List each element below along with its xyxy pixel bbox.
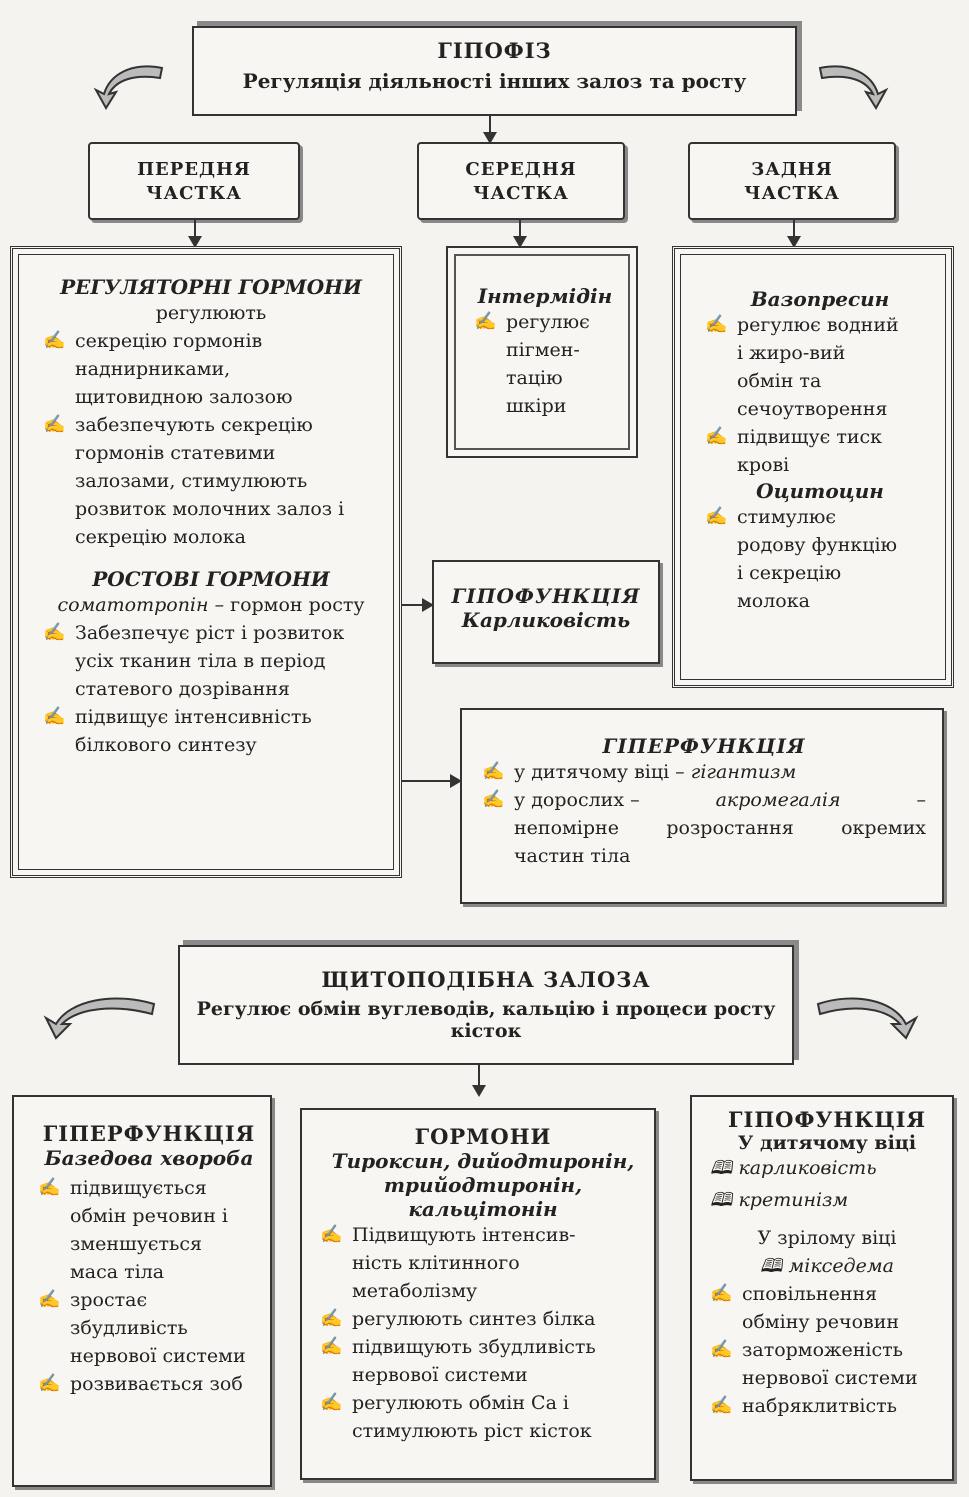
pen-icon: ✍ xyxy=(43,622,66,643)
thyroid-hyper-sub: Базедова хвороба xyxy=(44,1146,254,1170)
curved-arrow-icon xyxy=(810,992,920,1042)
hormones-sub-1: Тироксин, дийодтиронін, xyxy=(331,1149,635,1173)
hypofunction-text: Карликовість xyxy=(461,608,631,632)
pen-icon: ✍ xyxy=(43,414,66,435)
curved-arrow-icon xyxy=(810,60,890,110)
anterior-label-2: ЧАСТКА xyxy=(146,183,242,204)
list-item: ✍ секрецію гормонів наднирниками, щитовидною залозою xyxy=(43,327,379,411)
pen-icon: ✍ xyxy=(38,1177,61,1198)
thyroid-hyper-list xyxy=(38,1174,260,1398)
posterior-label-1: ЗАДНЯ xyxy=(751,159,833,180)
pen-icon: ✍ xyxy=(482,789,505,810)
thyroid-hypofunction-box xyxy=(690,1095,954,1481)
posterior-lobe-box xyxy=(688,142,896,220)
curved-arrow-icon xyxy=(42,992,162,1042)
child-item: 🕮 кретинізм xyxy=(710,1189,849,1211)
pen-icon: ✍ xyxy=(320,1392,343,1413)
pen-icon: ✍ xyxy=(43,706,66,727)
oxytocin-heading: Оцитоцин xyxy=(756,479,884,503)
pen-icon: ✍ xyxy=(705,506,728,527)
book-icon: 🕮 xyxy=(710,1157,733,1179)
adult-item: 🕮 мікседема xyxy=(760,1255,894,1277)
thyroid-hypo-adult: У зрілому віці xyxy=(757,1227,897,1249)
list-item: ✍ у дитячому віці – гігантизм xyxy=(482,758,926,786)
anterior-lobe-box xyxy=(88,142,300,220)
arrow-down xyxy=(793,220,795,246)
vasopressin-heading: Вазопресин xyxy=(750,287,890,311)
growth-list xyxy=(43,619,379,759)
vasopressin-list xyxy=(705,311,935,479)
list-item: ✍ регулюють синтез білка xyxy=(320,1305,646,1333)
list-item: ✍ розвивається зоб xyxy=(38,1370,260,1398)
regulatory-heading: РЕГУЛЯТОРНІ ГОРМОНИ xyxy=(60,275,362,299)
child-item: 🕮 карликовість xyxy=(710,1157,877,1179)
growth-heading: РОСТОВІ ГОРМОНИ xyxy=(92,567,330,591)
arrow-right xyxy=(402,780,460,782)
anterior-label-1: ПЕРЕДНЯ xyxy=(137,159,251,180)
regulatory-sub: регулюють xyxy=(155,302,267,324)
curved-arrow-icon xyxy=(92,60,172,110)
thyroid-title-box xyxy=(178,945,794,1065)
list-item: ✍ регулює пігмен- тацію шкіри xyxy=(474,308,616,420)
thyroid-subtitle-2: кісток xyxy=(450,1020,522,1042)
pen-icon: ✍ xyxy=(38,1289,61,1310)
list-item: ✍ Забезпечує ріст і розвиток усіх тканин тіла в період статевого дозрівання xyxy=(43,619,379,703)
posterior-hormones-box xyxy=(672,246,954,688)
pituitary-subtitle: Регуляція діяльності інших залоз та росту xyxy=(242,69,747,93)
thyroid-hyper-heading: ГІПЕРФУНКЦІЯ xyxy=(42,1121,256,1146)
arrow-down xyxy=(194,220,196,246)
list-item: ✍ стимулює родову функцію і секрецію молока xyxy=(705,503,935,615)
hyperfunction-list xyxy=(482,758,926,870)
thyroid-hypo-list xyxy=(710,1280,944,1420)
thyroid-subtitle-1: Регулює обмін вуглеводів, кальцію і процеси росту xyxy=(196,998,776,1020)
intermedin-box xyxy=(446,246,638,458)
list-item: ✍ заторможеність нервової системи xyxy=(710,1336,944,1392)
anterior-hormones-box xyxy=(10,246,402,878)
thyroid-hypo-child: У дитячому віці xyxy=(737,1132,917,1154)
pen-icon: ✍ xyxy=(482,761,505,782)
middle-lobe-box xyxy=(417,142,625,220)
pen-icon: ✍ xyxy=(710,1339,733,1360)
hormones-heading: ГОРМОНИ xyxy=(414,1124,552,1149)
intermedin-list xyxy=(474,308,616,420)
list-item: ✍ набряклитвість xyxy=(710,1392,944,1420)
list-item: ✍ підвищує тиск крові xyxy=(705,423,935,479)
pen-icon: ✍ xyxy=(705,426,728,447)
growth-sub: соматотропін – гормон росту xyxy=(57,594,365,616)
list-item: ✍ забезпечують секрецію гормонів статевими залозами, стимулюють розвиток молочних залоз і секрецію молока xyxy=(43,411,379,551)
thyroid-hormones-box xyxy=(300,1108,656,1480)
pen-icon: ✍ xyxy=(710,1395,733,1416)
pituitary-hypofunction-box xyxy=(432,560,660,664)
list-item: ✍ підвищують збудливість нервової системи xyxy=(320,1333,646,1389)
pen-icon: ✍ xyxy=(710,1283,733,1304)
thyroid-hyperfunction-box xyxy=(12,1095,272,1487)
pituitary-title: ГІПОФІЗ xyxy=(437,38,552,63)
pen-icon: ✍ xyxy=(38,1373,61,1394)
posterior-label-2: ЧАСТКА xyxy=(744,183,840,204)
list-item: ✍ сповільнення обміну речовин xyxy=(710,1280,944,1336)
pituitary-title-box xyxy=(192,26,797,116)
arrow-down xyxy=(489,116,491,142)
thyroid-hypo-heading: ГІПОФУНКЦІЯ xyxy=(728,1107,926,1132)
arrow-down xyxy=(478,1065,480,1095)
list-item: ✍ підвищується обмін речовин і зменшується маса тіла xyxy=(38,1174,260,1286)
pen-icon: ✍ xyxy=(320,1308,343,1329)
hormones-list xyxy=(320,1221,646,1445)
list-item: ✍ Підвищують інтенсив- ність клітинного метаболізму xyxy=(320,1221,646,1305)
list-item: ✍ підвищує інтенсивність білкового синтезу xyxy=(43,703,379,759)
arrow-right xyxy=(402,604,432,606)
book-icon: 🕮 xyxy=(760,1255,783,1277)
hypofunction-heading: ГІПОФУНКЦІЯ xyxy=(451,584,641,608)
pen-icon: ✍ xyxy=(320,1336,343,1357)
list-item: ✍ зростає збудливість нервової системи xyxy=(38,1286,260,1370)
list-item: ✍ регулює водний і жиро-вий обмін та сечоутворення xyxy=(705,311,935,423)
middle-label-1: СЕРЕДНЯ xyxy=(465,159,577,180)
pen-icon: ✍ xyxy=(320,1224,343,1245)
hormones-sub-2: трийодтиронін, кальцітонін xyxy=(383,1173,583,1221)
list-item: ✍ регулюють обмін Са і стимулюють ріст кісток xyxy=(320,1389,646,1445)
regulatory-list xyxy=(43,327,379,551)
oxytocin-list xyxy=(705,503,935,615)
thyroid-title: ЩИТОПОДІБНА ЗАЛОЗА xyxy=(321,967,651,992)
pen-icon: ✍ xyxy=(705,314,728,335)
book-icon: 🕮 xyxy=(710,1189,733,1211)
pen-icon: ✍ xyxy=(474,311,497,332)
middle-label-2: ЧАСТКА xyxy=(473,183,569,204)
pen-icon: ✍ xyxy=(43,330,66,351)
arrow-down xyxy=(519,220,521,246)
intermedin-heading: Інтермідін xyxy=(477,284,613,308)
hyperfunction-heading: ГІПЕРФУНКЦІЯ xyxy=(602,734,806,758)
pituitary-hyperfunction-box xyxy=(460,708,944,904)
list-item: ✍ у дорослих – акромегалія – непомірне розростання окремих частин тіла xyxy=(482,786,926,870)
